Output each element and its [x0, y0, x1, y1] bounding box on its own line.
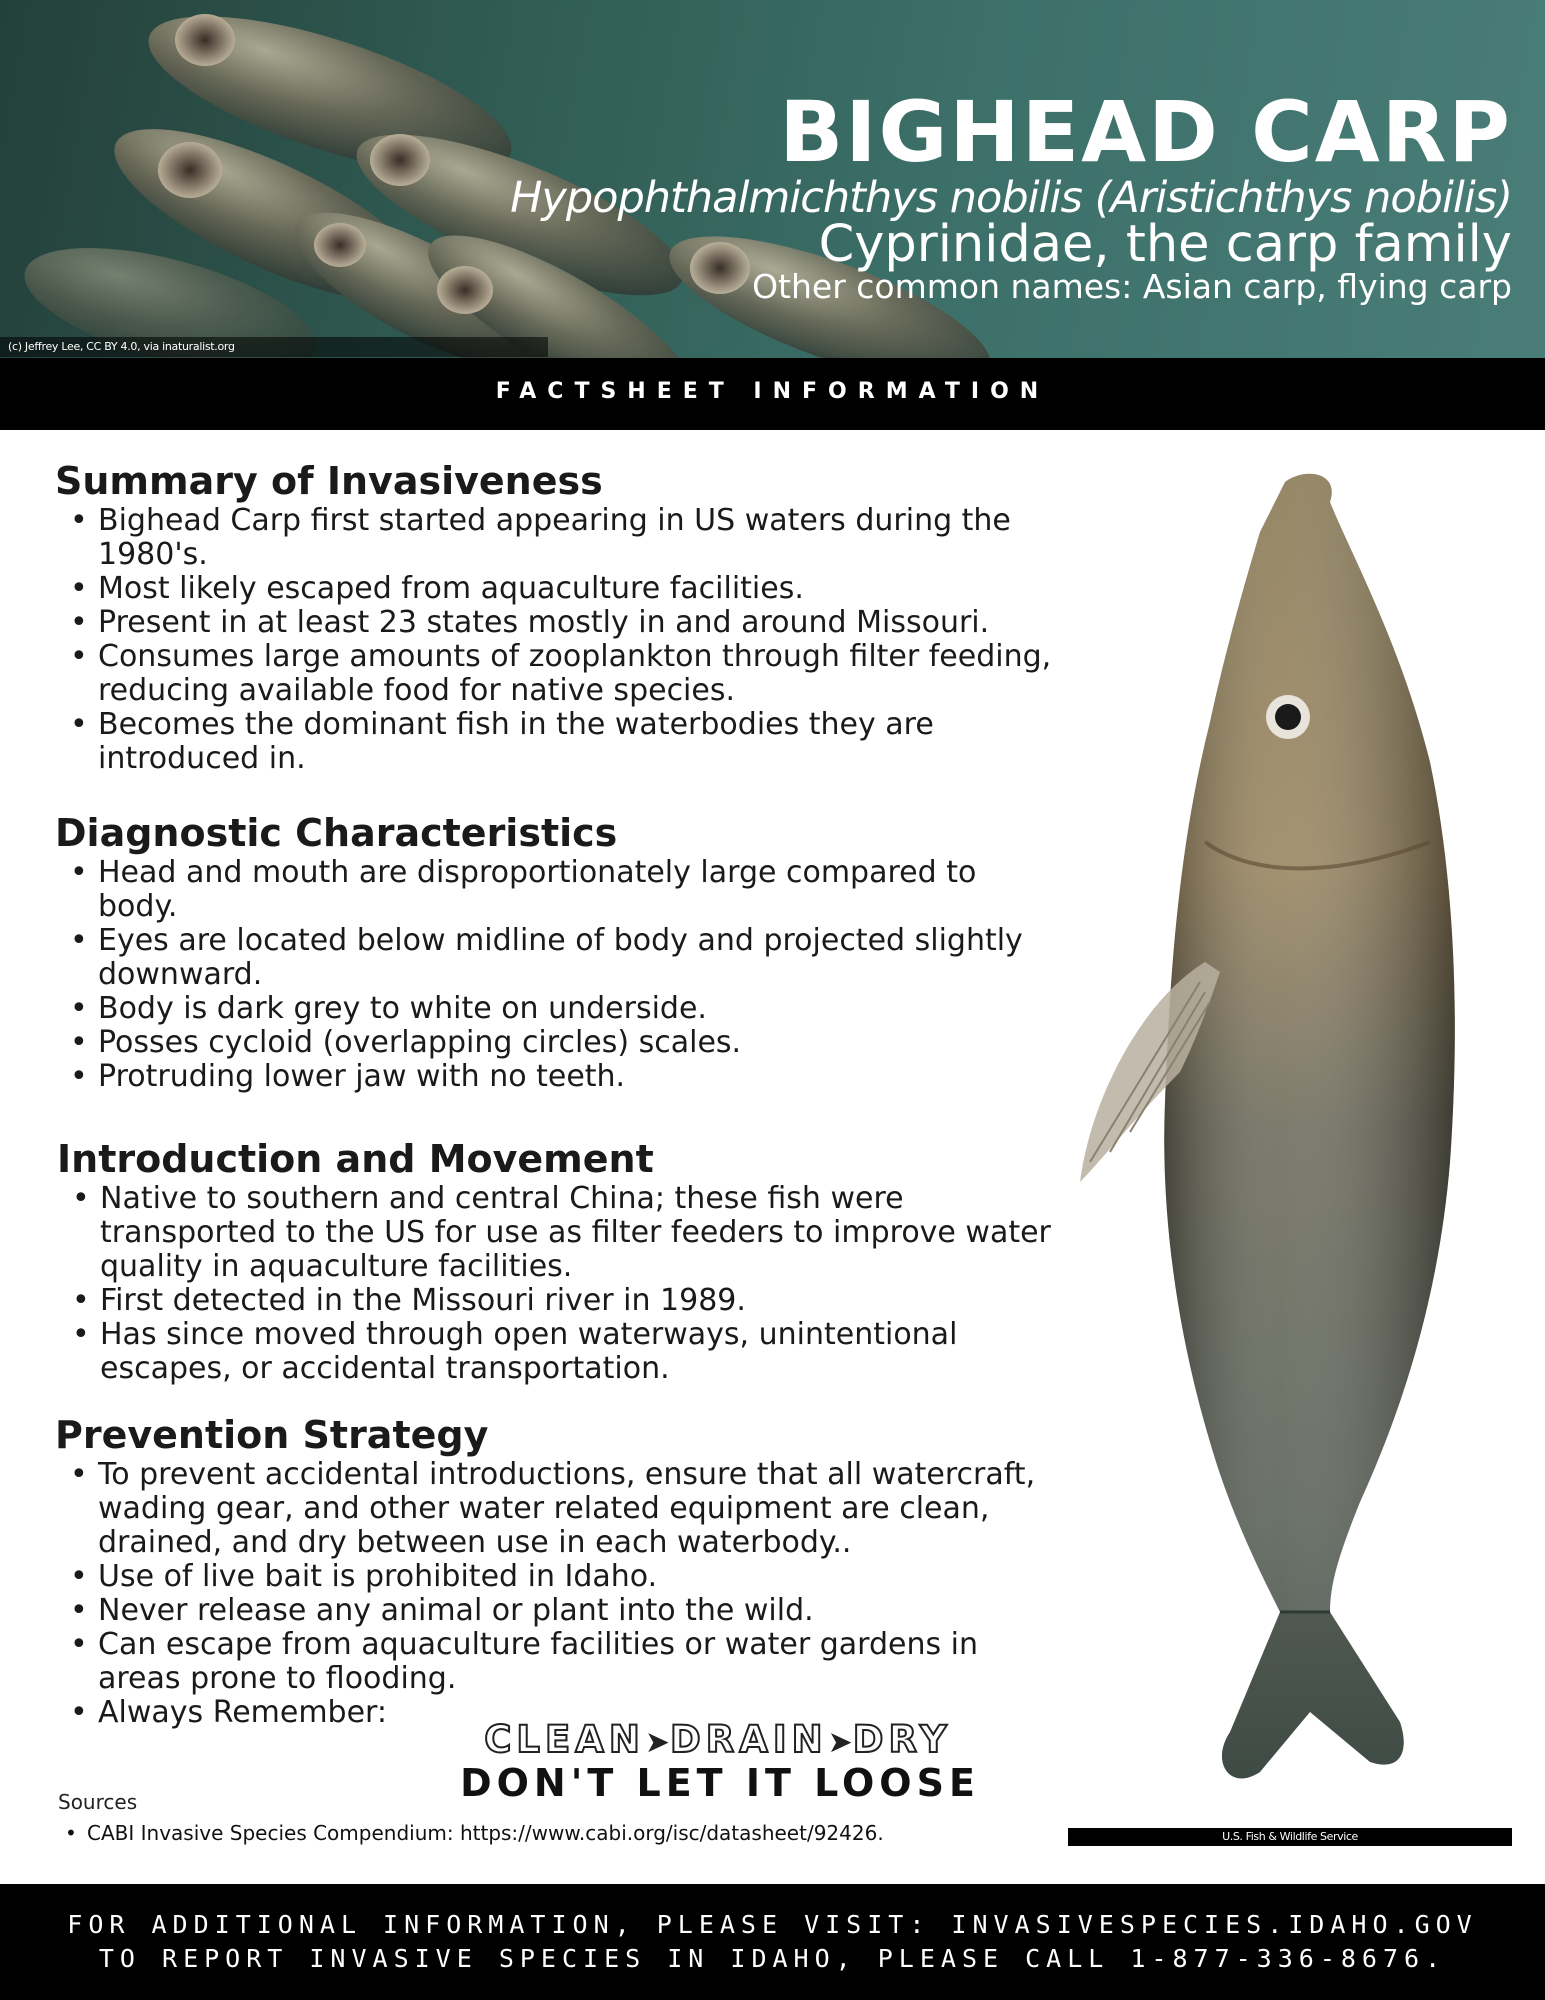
arrow-icon: ➤: [644, 1725, 671, 1760]
bullet-list: [55, 856, 1065, 1094]
list-item: • Most likely escaped from aquaculture facilities.: [98, 572, 1065, 606]
footer-phone-line: TO REPORT INVASIVE SPECIES IN IDAHO, PLEASE CALL 1-877-336-8676.: [98, 1944, 1447, 1973]
section-heading: Prevention Strategy: [55, 1413, 489, 1457]
section-heading: Introduction and Movement: [57, 1137, 654, 1181]
list-item: • Present in at least 23 states mostly in and around Missouri.: [98, 606, 1065, 640]
list-item: • Protruding lower jaw with no teeth.: [98, 1060, 1065, 1094]
fish-photo-credit: U.S. Fish & Wildlife Service: [1068, 1828, 1512, 1846]
bighead-carp-photo: [1030, 462, 1500, 1792]
family-name: Cyprinidae, the carp family: [818, 215, 1512, 274]
list-item: • First detected in the Missouri river in 1989.: [100, 1284, 1067, 1318]
banner-photo-credit: (c) Jeffrey Lee, CC BY 4.0, via inaturalist.org: [0, 337, 548, 357]
other-common-names: Other common names: Asian carp, flying carp: [752, 267, 1512, 306]
sources-label: Sources: [58, 1790, 138, 1814]
list-item: • Head and mouth are disproportionately large compared to body.: [98, 856, 1065, 924]
list-item: • Always Remember:: [98, 1696, 1065, 1730]
bullet-list: [55, 504, 1065, 776]
page-title: BIGHEAD CARP: [779, 83, 1512, 181]
bullet-list: [57, 1182, 1067, 1386]
dry-word: DRY: [852, 1718, 952, 1761]
list-item: • Posses cycloid (overlapping circles) scales.: [98, 1026, 1065, 1060]
footer-website-line: FOR ADDITIONAL INFORMATION, PLEASE VISIT: INVASIVESPECIES.IDAHO.GOV: [67, 1910, 1478, 1939]
clean-drain-dry-logo: [468, 1718, 968, 1765]
list-item: • To prevent accidental introductions, ensure that all watercraft, wading gear, and other water related equipment are clean, drained, and dry between use in each waterbody..: [98, 1458, 1065, 1560]
header-banner: [0, 0, 1545, 358]
arrow-icon: ➤: [827, 1725, 853, 1760]
sources-list: [60, 1820, 884, 1846]
list-item: • Consumes large amounts of zooplankton through filter feeding, reducing available food for native species.: [98, 640, 1065, 708]
list-item: • Never release any animal or plant into the wild.: [98, 1594, 1065, 1628]
drain-word: DRAIN: [670, 1718, 828, 1761]
list-item: • Body is dark grey to white on underside.: [98, 992, 1065, 1026]
bullet-list: [55, 1458, 1065, 1730]
dont-let-it-loose-logo: DON'T LET IT LOOSE: [460, 1761, 980, 1805]
list-item: • Native to southern and central China; these fish were transported to the US for use as filter feeders to improve water quality in aquaculture facilities.: [100, 1182, 1067, 1284]
section-prevention-strategy: [55, 1412, 1065, 1730]
section-heading: Diagnostic Characteristics: [55, 811, 618, 855]
list-item: • Use of live bait is prohibited in Idaho.: [98, 1560, 1065, 1594]
list-item: • Bighead Carp first started appearing in US waters during the 1980's.: [98, 504, 1065, 572]
list-item: • Eyes are located below midline of body and projected slightly downward.: [98, 924, 1065, 992]
list-item: • Has since moved through open waterways, unintentional escapes, or accidental transportation.: [100, 1318, 1067, 1386]
section-summary-of-invasiveness: [55, 458, 1065, 776]
factsheet-bar: FACTSHEET INFORMATION: [0, 358, 1545, 430]
clean-word: CLEAN: [484, 1718, 645, 1761]
list-item: • Can escape from aquaculture facilities or water gardens in areas prone to flooding.: [98, 1628, 1065, 1696]
scientific-name: Hypophthalmichthys nobilis (Aristichthys nobilis): [510, 173, 1512, 223]
source-item: • CABI Invasive Species Compendium: https://www.cabi.org/isc/datasheet/92426.: [87, 1820, 884, 1846]
section-diagnostic-characteristics: [55, 810, 1065, 1094]
list-item: • Becomes the dominant fish in the waterbodies they are introduced in.: [98, 708, 1065, 776]
section-introduction-and-movement: [57, 1136, 1067, 1386]
section-heading: Summary of Invasiveness: [55, 459, 603, 503]
footer: [0, 1884, 1545, 2000]
